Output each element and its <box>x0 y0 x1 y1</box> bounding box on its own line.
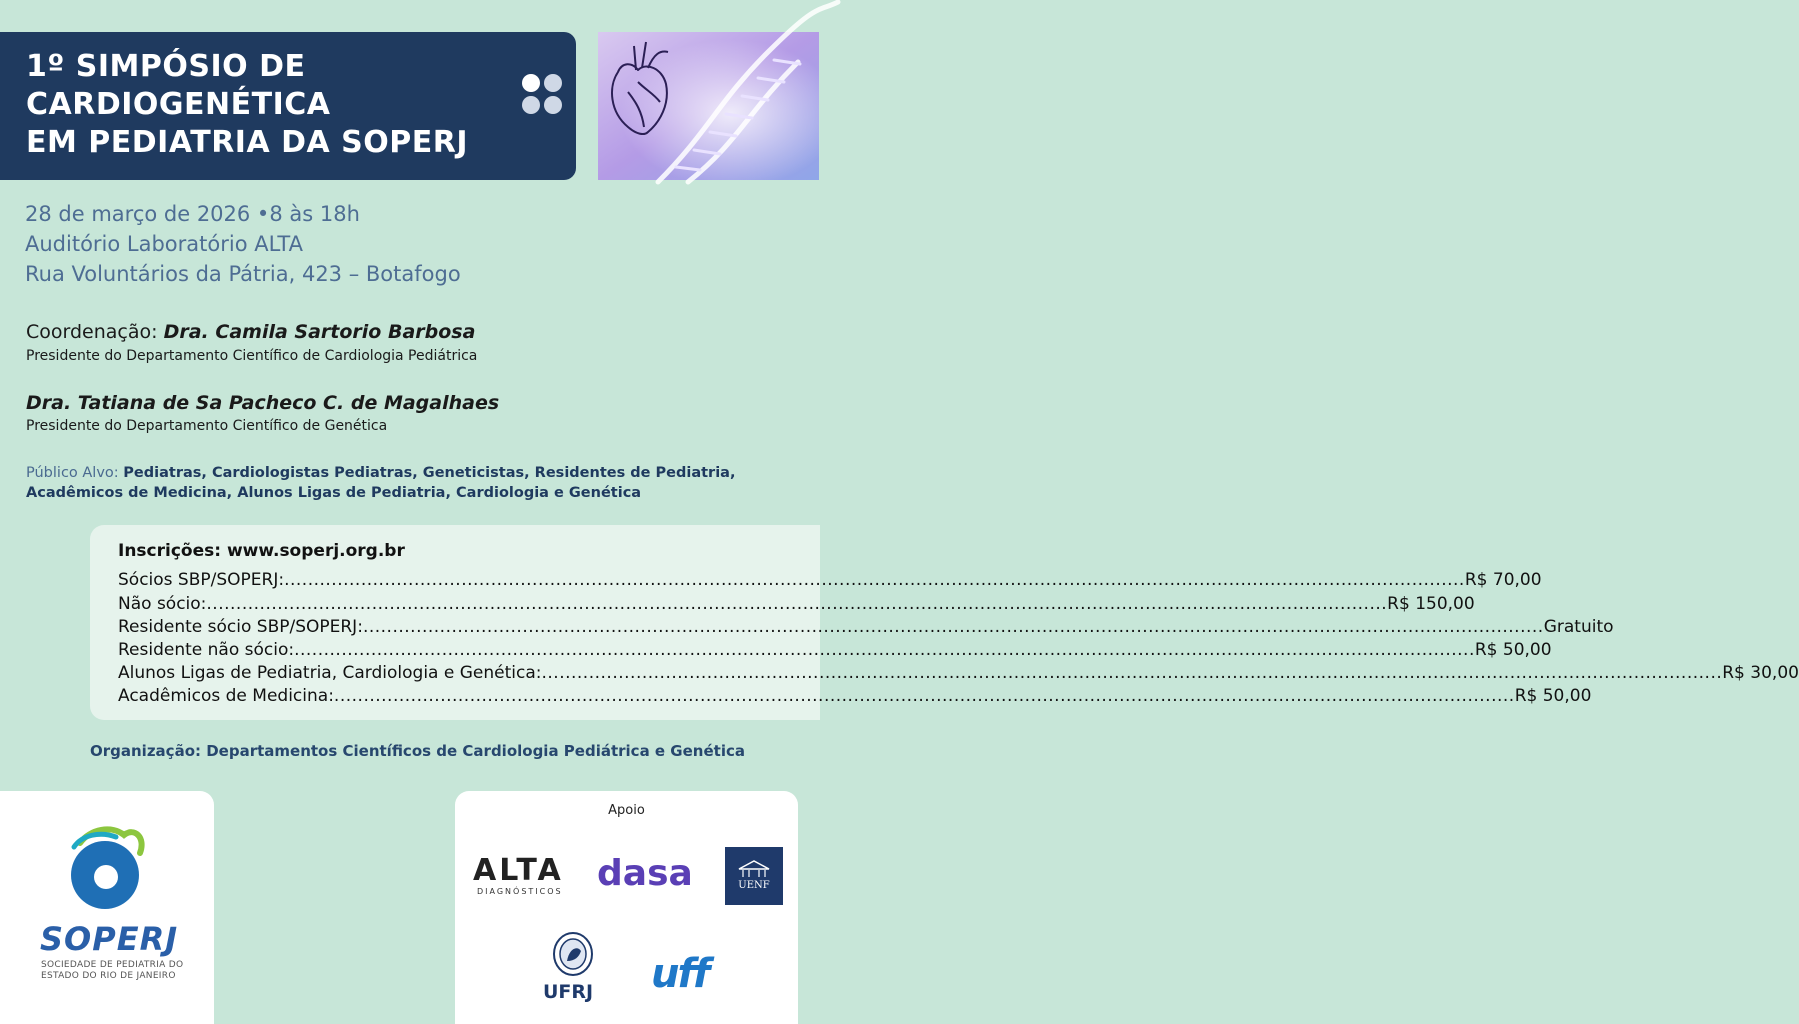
ufrj-logo: UFRJ <box>543 981 594 1003</box>
target-audience <box>26 463 806 503</box>
heart-dna-image <box>598 32 819 180</box>
soperj-subtitle-2: ESTADO DO RIO DE JANEIRO <box>41 971 176 981</box>
price-value: R$ 150,00 <box>1387 594 1475 614</box>
price-category: Sócios SBP/SOPERJ: <box>118 570 285 590</box>
uenf-logo-text: UENF <box>738 880 770 891</box>
soperj-logo-icon <box>60 823 150 911</box>
soperj-wordmark: SOPERJ <box>40 920 179 958</box>
sponsors-label: Apoio <box>608 803 645 818</box>
coordinator-2-name: Dra. Tatiana de Sa Pacheco C. de Magalhaes <box>26 392 500 414</box>
price-row <box>118 686 1592 707</box>
dot-leader: ........................................................................................................................................................................................................ <box>294 640 1475 660</box>
title-line-1: 1º SIMPÓSIO DE <box>26 49 306 84</box>
organization-text: Organização: Departamentos Científicos de Cardiologia Pediátrica e Genética <box>90 742 745 760</box>
audience-label: Público Alvo: <box>26 465 124 481</box>
dasa-logo: dasa <box>597 853 693 894</box>
uenf-logo <box>725 847 783 905</box>
uff-logo: uff <box>651 951 709 997</box>
price-value: R$ 30,00 <box>1722 663 1799 683</box>
dots-decoration-icon <box>522 74 564 116</box>
price-value: Gratuito <box>1543 617 1614 637</box>
price-row <box>118 663 1799 684</box>
soperj-subtitle-1: SOCIEDADE DE PEDIATRIA DO <box>41 960 184 970</box>
alta-logo: ALTA <box>473 853 564 888</box>
event-date-time: 28 de março de 2026 •8 às 18h <box>25 202 360 226</box>
title-line-2: CARDIOGENÉTICA <box>26 87 331 122</box>
coordinator-1-name: Dra. Camila Sartorio Barbosa <box>163 321 476 343</box>
price-row <box>118 594 1475 615</box>
ufrj-crest-icon <box>551 931 595 977</box>
price-row <box>118 640 1552 661</box>
price-value: R$ 50,00 <box>1474 640 1552 660</box>
price-category: Residente sócio SBP/SOPERJ: <box>118 617 363 637</box>
price-row <box>118 617 1614 638</box>
coordinator-2-role: Presidente do Departamento Científico de Genética <box>26 418 388 434</box>
dot-leader: ........................................................................................................................................................................................................ <box>333 686 1515 706</box>
price-category: Alunos Ligas de Pediatria, Cardiologia e Genética: <box>118 663 542 683</box>
coordinator-1-role: Presidente do Departamento Científico de Cardiologia Pediátrica <box>26 348 478 364</box>
coordination-label: Coordenação: <box>26 321 164 343</box>
price-row <box>118 570 1542 591</box>
sponsors-card <box>455 791 798 1024</box>
dot-leader: ........................................................................................................................................................................................................ <box>206 594 1388 614</box>
coordinator-2 <box>26 392 499 414</box>
title-banner <box>0 32 576 180</box>
price-category: Acadêmicos de Medicina: <box>118 686 334 706</box>
audience-value: Pediatras, Cardiologistas Pediatras, Geneticistas, Residentes de Pediatria, Acadêmicos de Medicina, Alunos Ligas de Pediatria, Cardiologia e Genética <box>26 465 736 501</box>
alta-logo-subtitle: DIAGNÓSTICOS <box>477 887 563 896</box>
registration-title: Inscrições: www.soperj.org.br <box>118 541 405 561</box>
price-value: R$ 70,00 <box>1464 570 1542 590</box>
event-venue: Auditório Laboratório ALTA <box>25 232 303 256</box>
event-address: Rua Voluntários da Pátria, 423 – Botafogo <box>25 262 461 286</box>
coordinator-1 <box>26 321 475 343</box>
title-line-3: EM PEDIATRIA DA SOPERJ <box>26 125 469 160</box>
price-value: R$ 50,00 <box>1514 686 1592 706</box>
dot-leader: ........................................................................................................................................................................................................ <box>284 570 1465 590</box>
soperj-logo-card <box>0 791 214 1024</box>
dot-leader: ........................................................................................................................................................................................................ <box>541 663 1723 683</box>
dot-leader: ........................................................................................................................................................................................................ <box>362 617 1544 637</box>
price-category: Residente não sócio: <box>118 640 295 660</box>
price-category: Não sócio: <box>118 594 207 614</box>
